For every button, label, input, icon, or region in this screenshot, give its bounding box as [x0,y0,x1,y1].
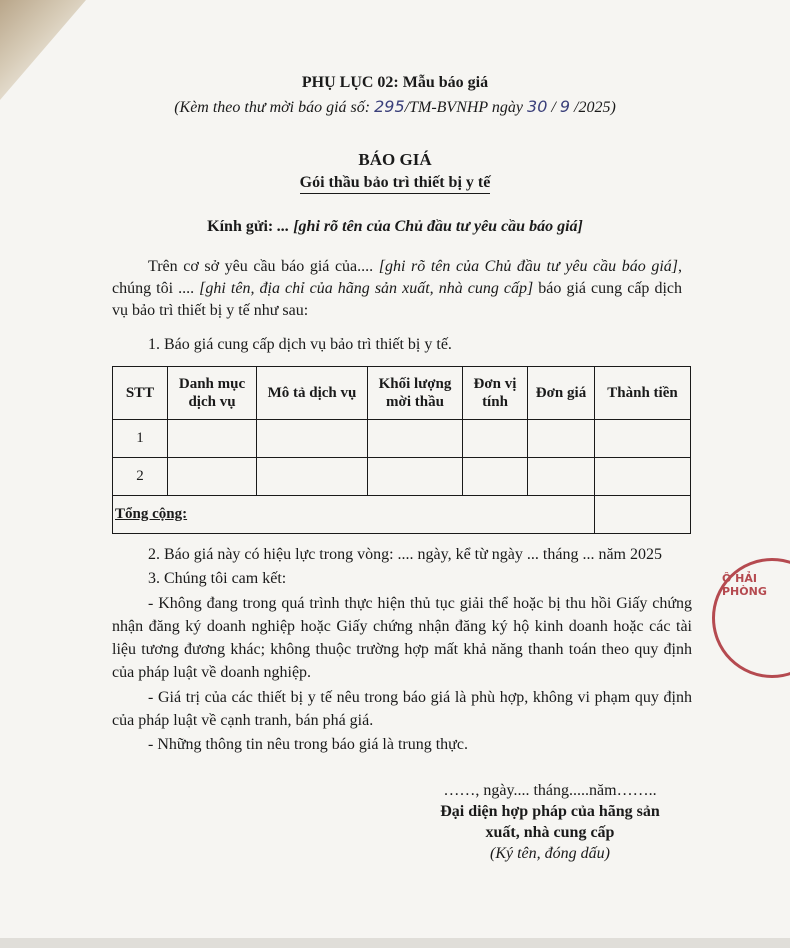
salutation-label: Kính gửi: [207,218,274,235]
intro-part-2: [ghi rõ tên của Chủ đầu tư yêu cầu báo giá] [378,258,679,275]
stamp-text: Ô HẢI PHÒNG [722,572,767,598]
row-stt: 2 [113,458,168,496]
th-service-list: Danh mục dịch vụ [168,367,257,420]
subtitle-sep: / [551,99,556,116]
table-cell [528,420,595,458]
handwritten-day: 30 [527,97,548,116]
subtitle-suffix: /2025) [574,99,616,116]
table-header-row [113,367,691,420]
total-label: Tổng cộng: [113,496,595,534]
doc-subheading-text: Gói thầu bảo trì thiết bị y tế [300,174,491,194]
signature-rep-line-1: Đại diện hợp pháp của hãng sản [440,803,660,820]
signature-note: (Ký tên, đóng dấu) [490,845,610,862]
commitment-bullet-1: - Không đang trong quá trình thực hiện thủ tục giải thể hoặc bị thu hồi Giấy chứng nhận đăng ký doanh nghiệp hoặc Giấy chứng nhận đăng ký hộ kinh doanh hoặc các tài liệu tương đương khác; không thuộc trường hợp mất khả năng thanh toán theo quy định của pháp luật về doanh nghiệp. [112,595,692,681]
appendix-subtitle [0,97,790,117]
th-quantity: Khối lượng mời thầu [368,367,463,420]
table-cell [528,458,595,496]
table-row [113,420,691,458]
signature-rep-line-2: xuất, nhà cung cấp [485,824,615,841]
signature-block [400,780,700,864]
table-cell [463,458,528,496]
table-cell [257,420,368,458]
th-unit: Đơn vị tính [463,367,528,420]
quote-table [112,366,691,534]
subtitle-mid: /TM-BVNHP ngày [404,99,524,116]
th-unit-price: Đơn giá [528,367,595,420]
doc-heading: BÁO GIÁ [358,150,432,169]
table-cell [595,458,691,496]
intro-part-4: [ghi tên, địa chỉ của hãng sản xuất, nhà cung cấp] [199,280,534,297]
table-cell [168,420,257,458]
intro-part-5: báo giá cung cấp dịch vụ bảo trì thiết bị y tế như sau: [112,280,683,319]
th-amount: Thành tiền [595,367,691,420]
item-1-text: 1. Báo giá cung cấp dịch vụ bảo trì thiết bị y tế. [148,336,452,353]
intro-part-3: , chúng tôi .... [112,258,683,297]
appendix-title: PHỤ LỤC 02: Mẫu báo giá [301,74,489,91]
table-cell [368,458,463,496]
commitment-bullet-2: - Giá trị của các thiết bị y tế nêu trong báo giá là phù hợp, không vi phạm quy định của pháp luật về cạnh tranh, bán phá giá. [112,689,692,729]
total-row [113,496,691,534]
table-cell [168,458,257,496]
subtitle-prefix: (Kèm theo thư mời báo giá số: [174,99,371,116]
commitment-bullet-3: - Những thông tin nêu trong báo giá là trung thực. [148,736,468,753]
th-service-desc: Mô tả dịch vụ [257,367,368,420]
table-cell [368,420,463,458]
salutation [0,218,790,236]
th-stt: STT [113,367,168,420]
total-value-cell [595,496,691,534]
salutation-value: ... [ghi rõ tên của Chủ đầu tư yêu cầu báo giá] [277,218,583,235]
signature-date-line: ……, ngày.... tháng.....năm…….. [443,782,657,799]
validity-text: 2. Báo giá này có hiệu lực trong vòng: .... ngày, kể từ ngày ... tháng ... năm 2025 [148,546,662,563]
table-row [113,458,691,496]
table-cell [257,458,368,496]
table-cell [595,420,691,458]
doc-subheading [0,174,790,192]
handwritten-number: 295 [374,97,405,116]
intro-paragraph [112,256,682,322]
commitment-title: 3. Chúng tôi cam kết: [148,570,287,587]
intro-part-1: Trên cơ sở yêu cầu báo giá của.... [148,258,374,275]
handwritten-month: 9 [559,97,571,116]
table-cell [463,420,528,458]
scan-bottom-edge [0,938,790,948]
row-stt: 1 [113,420,168,458]
